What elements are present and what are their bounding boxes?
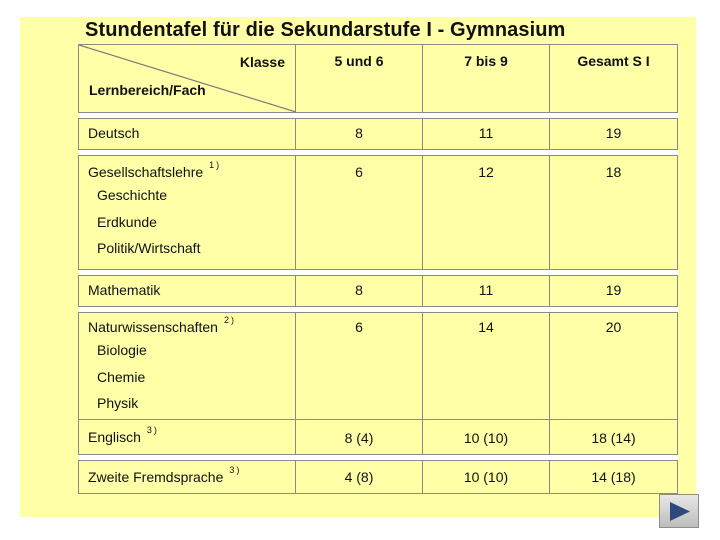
value-5-6: 6 bbox=[296, 313, 423, 420]
value-7-9: 10 (10) bbox=[423, 420, 550, 455]
subject-label: Mathematik bbox=[79, 276, 296, 307]
value-5-6: 8 bbox=[296, 119, 423, 150]
value-5-6: 6 bbox=[296, 156, 423, 270]
list-item: Politik/Wirtschaft bbox=[97, 240, 201, 256]
value-gesamt: 18 (14) bbox=[550, 420, 678, 455]
lernbereich-label: Lernbereich/Fach bbox=[89, 82, 206, 98]
value-7-9: 10 (10) bbox=[423, 461, 550, 494]
value-7-9: 12 bbox=[423, 156, 550, 270]
list-item: Biologie bbox=[97, 342, 147, 358]
value-7-9: 11 bbox=[423, 276, 550, 307]
column-header-5-6: 5 und 6 bbox=[296, 45, 423, 113]
value-7-9: 14 bbox=[423, 313, 550, 420]
list-item: Geschichte bbox=[97, 187, 168, 203]
subject-label: Englisch $^{3)}$ bbox=[79, 420, 296, 455]
subject-label: Naturwissenschaften $^{2)}$ Biologie Chemie Physik bbox=[79, 313, 296, 420]
value-gesamt: 19 bbox=[550, 119, 678, 150]
table-row bbox=[79, 276, 678, 307]
column-header-gesamt: Gesamt S I bbox=[550, 45, 678, 113]
value-5-6: 8 (4) bbox=[296, 420, 423, 455]
list-item: Chemie bbox=[97, 368, 146, 385]
value-gesamt: 19 bbox=[550, 276, 678, 307]
list-item: Erdkunde bbox=[97, 213, 157, 230]
subject-label: Zweite Fremdsprache $^{3)}$ bbox=[79, 461, 296, 494]
table-row bbox=[79, 420, 678, 455]
schedule-table bbox=[78, 44, 678, 494]
subject-label: Deutsch bbox=[79, 119, 296, 150]
header-row bbox=[79, 45, 678, 113]
value-7-9: 11 bbox=[423, 119, 550, 150]
value-5-6: 4 (8) bbox=[296, 461, 423, 494]
page-title: Stundentafel für die Sekundarstufe I - Gymnasium bbox=[85, 19, 566, 41]
footnote-marker: 3) bbox=[229, 465, 242, 475]
table-row bbox=[79, 156, 678, 270]
value-5-6: 8 bbox=[296, 276, 423, 307]
list-item: Physik bbox=[97, 395, 139, 411]
play-arrow-icon bbox=[670, 502, 690, 521]
table-row bbox=[79, 313, 678, 420]
footnote-marker: 1) bbox=[209, 160, 222, 170]
table-row bbox=[79, 119, 678, 150]
value-gesamt: 18 bbox=[550, 156, 678, 270]
column-header-7-9: 7 bis 9 bbox=[423, 45, 550, 113]
next-slide-button[interactable] bbox=[659, 494, 699, 528]
table-row bbox=[79, 461, 678, 494]
subject-label: Gesellschaftslehre $^{1)}$ Geschichte Erdkunde Politik/Wirtschaft bbox=[79, 156, 296, 270]
value-gesamt: 14 (18) bbox=[550, 461, 678, 494]
footnote-marker: 2) bbox=[223, 315, 236, 325]
klasse-label: Klasse bbox=[239, 54, 285, 70]
value-gesamt: 20 bbox=[550, 313, 678, 420]
footnote-marker: 3) bbox=[146, 425, 159, 435]
corner-header-cell bbox=[79, 45, 296, 113]
